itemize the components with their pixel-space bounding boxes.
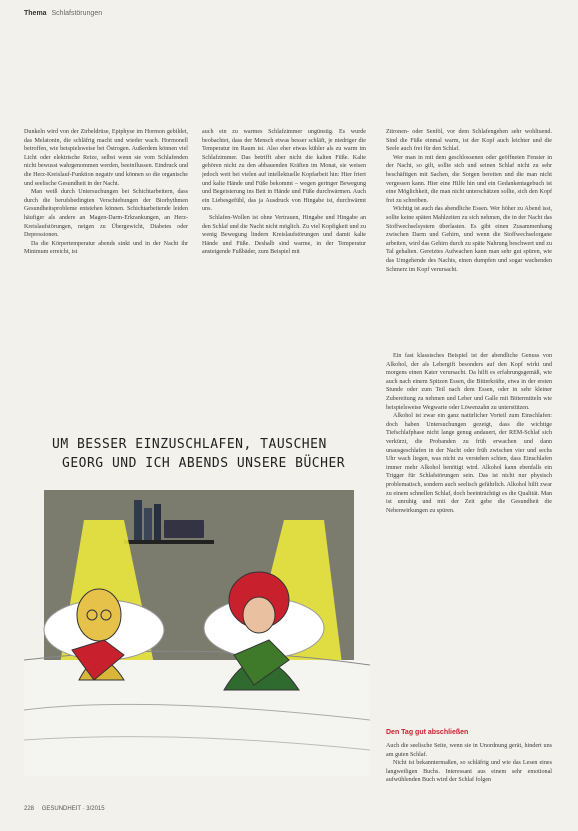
paragraph: Alkohol ist zwar ein ganz natürlicher Vorteil zum Einschlafen: doch haben Untersuchungen gezeigt, dass die wichtige Tiefschlafphase nicht lange genug andauert, der REM-Schlaf sich verkürzt, die Probanden zu früh erwachen und dann unausgeschlafen in der Nacht oder früh zwischen vier und sechs Uhr wach liegen, was nicht zu verstehen schien, dass Einschlafen immer mehr Alkohol benötigt wird. Alkohol kann ebenfalls ein Trigger für Schlafstörungen sein. Das ist nicht nur physisch problematisch, sondern auch seelisch gefährlich. Alkohol hilft zwar zu einem schnellen Schlaf, doch beeinträchtigt es die Qualität. Man ist unruhig und mit der Zeit gebe die Gesundheit die Nebenwirkungen zu spüren. (386, 413, 552, 514)
text-column-3 (386, 128, 552, 348)
section-header (24, 10, 102, 17)
paragraph: Ein fast klassisches Beispiel ist der abendliche Genuss von Alkohol, der als Lebergift besonders auf den Kopf wirkt und morgens einen Kater verursacht. Da hilft es erfahrungsgemäß, wie auch nach einem Spitzen Essen, die Bitterkräfte, etwa in der ersten Stunde oder zum Teil nach dem Essen, oder in sehr kleiner Zubereitung zu nehmen und Leber und Galle mit Bittermitteln wie beispielsweise Wegwarte oder Löwenzahn zu unterstützen. (386, 353, 552, 411)
page-number: 228 (24, 806, 35, 812)
subheading: Den Tag gut abschließen (386, 729, 469, 736)
bed (24, 660, 370, 776)
text-column-2 (202, 128, 366, 310)
paragraph: Wer man in mit dem geschlossenen oder geöffneten Fenster in der Nacht, so gilt, sollte sich und seinen Schlaf nicht zu sehr beschäftigen mit Sachen, die Sorgen bereiten und die man nicht vergessen kann. Hier eine Hilfe hin und ein Gedankentagebuch ist eine Möglichkeit, die man nicht unterschätzen sollte, sich den Kopf frei zu schreiben. (386, 154, 552, 204)
magazine-issue: GESUNDHEIT · 3/2015 (41, 806, 105, 812)
paragraph: auch ein zu warmes Schlafzimmer ungünstig. Es wurde beobachtet, dass der Mensch etwas besser schläft, je niedriger die Temperatur im Raum ist. Also eher etwas kühler als zu warm im Schlafzimmer. Das betrifft aber nicht die kalten Füße. Kalte gehören nicht zu den abbauenden Kräften im Monat, sie weisen jedoch weit bei vielen auf intellektuelle Kopfarbeit hin: Hier friert und kalte Hände und Füße bekommt – wegen geringer Bewegung und Begeisterung ins Bett in Hände und Füße durchwärmen. Auch ein Liebesgefühl, das ja Ausdruck von Hingabe ist, durchwärmt uns. (202, 129, 366, 213)
paragraph: Nicht ist bekanntermaßen, so schläfrig und wie das Lesen eines langweiligen Buchs. Interessant aus einem sehr emotional aufwühlenden Buch wird der Schlaf folgen (386, 760, 552, 784)
text-column-3-end (386, 742, 552, 812)
cartoon-caption-line-2: GEORG UND ICH ABENDS UNSERE BÜCHER (62, 456, 346, 471)
cartoon-illustration (24, 480, 370, 776)
paragraph: Da die Körpertemperatur abends sinkt und in der Nacht ihr Minimum erreicht, ist (24, 240, 188, 256)
section-subtitle: Schlafstörungen (51, 10, 103, 17)
cartoon-caption-line-1: UM BESSER EINZUSCHLAFEN, TAUSCHEN (52, 437, 327, 452)
text-column-3-continued (386, 352, 552, 717)
page-footer (24, 806, 111, 812)
section-title: Thema (24, 10, 47, 17)
paragraph: Dunkeln wird von der Zirbeldrüse, Epiphyse im Hormon gebildet, das Melatonin, die schläfrig macht und wieder wach. Hormonell betroffen, wie beispielsweise bei Östrogen. Außerdem können viel Licht oder elektrische Reize, selbst wenn sie vom Schlafenden nicht bewusst wahrgenommen werden, beeinflussen. Eindruck und die Herz-Kreislauf-Funktion negativ und können so die organische und seelische Gesundheit in der Nacht. (24, 129, 188, 187)
paragraph: Man weiß durch Untersuchungen bei Schichtarbeitern, dass durch die berufsbedingten Verschiebungen der Biorhythmen Gesundheitsprobleme entstehen können. Schichtarbeitende leiden häufiger als andere an Magen-Darm-Erkrankungen, an Herz-Kreislaufstörungen, neigen zu Übergewicht, Diabetes oder Depressionen. (24, 189, 188, 239)
text-column-1 (24, 128, 188, 310)
paragraph: Auch die seelische Seite, wenn sie in Unordnung gerät, hindert uns am guten Schlaf. (386, 743, 552, 758)
paragraph: Wichtig ist auch das abendliche Essen. Wer höher zu Abend isst, sollte keine späten Mahlzeiten zu sich nehmen, die in der Nacht das Stoffwechselsystem überlasten. Es gibt einen Zusammenhang zwischen Darm und Gehirn, und wenn die Stoffwechselorgane arbeiten, wird das Gehirn durch zu späte Nahrung beschwert und zu Tal gehalten. Gereiztes Aufwachen kann man sehr gut spüren, wie das Umgehende des Nachts, einen dumpfen und sogar wachenden Schmerz im Kopf verursacht. (386, 206, 552, 273)
paragraph: Schlafen-Wollen ist ohne Vertrauen, Hingabe und Hingabe an den Schlaf und die Nacht nicht möglich. Zu viel Kopfigkeit und zu wenig Bewegung lindern Kreislaufstörungen und damit kalte Hände und Füße. Deshalb sind warme, in der Temperatur ansteigende Fußbäder, zum Beispiel mit (202, 214, 366, 256)
paragraph: Zitronen- oder Senföl, vor dem Schlafengehen sehr wohltuend. Sind die Füße einmal warm, ist der Kopf auch leichter und die Seele auch frei für den Schlaf. (386, 129, 552, 153)
